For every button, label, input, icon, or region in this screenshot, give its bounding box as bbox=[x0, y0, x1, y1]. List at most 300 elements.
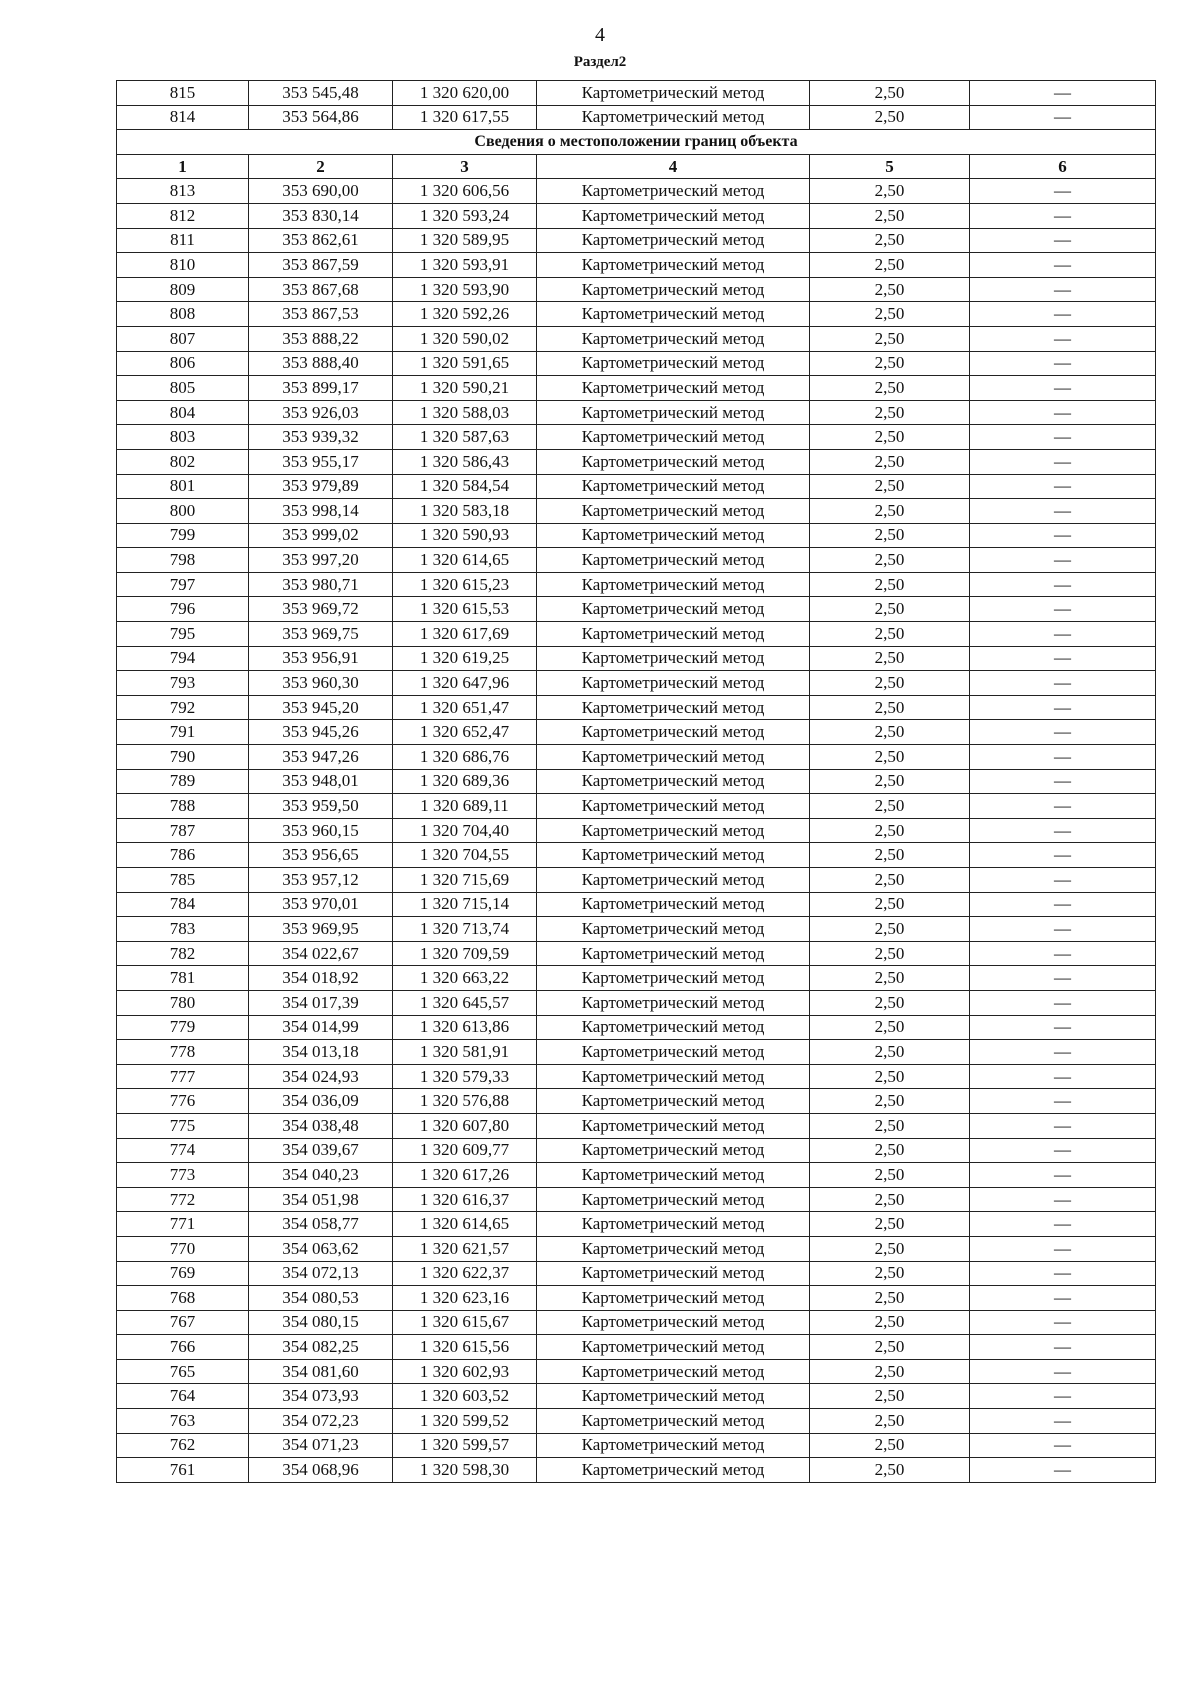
y-coordinate-cell: 1 320 591,65 bbox=[393, 351, 537, 376]
accuracy-cell: 2,50 bbox=[810, 1236, 970, 1261]
table-row bbox=[117, 81, 1156, 106]
method-cell: Картометрический метод bbox=[537, 843, 810, 868]
x-coordinate-cell: 353 999,02 bbox=[249, 523, 393, 548]
method-cell: Картометрический метод bbox=[537, 990, 810, 1015]
accuracy-cell: 2,50 bbox=[810, 179, 970, 204]
description-cell: — bbox=[970, 1286, 1156, 1311]
x-coordinate-cell: 353 888,40 bbox=[249, 351, 393, 376]
point-number-cell: 778 bbox=[117, 1040, 249, 1065]
method-cell: Картометрический метод bbox=[537, 1138, 810, 1163]
method-cell: Картометрический метод bbox=[537, 646, 810, 671]
description-cell: — bbox=[970, 1138, 1156, 1163]
point-number-cell: 791 bbox=[117, 720, 249, 745]
description-cell: — bbox=[970, 917, 1156, 942]
table-row bbox=[117, 1286, 1156, 1311]
x-coordinate-cell: 353 947,26 bbox=[249, 745, 393, 770]
x-coordinate-cell: 354 051,98 bbox=[249, 1187, 393, 1212]
y-coordinate-cell: 1 320 602,93 bbox=[393, 1359, 537, 1384]
x-coordinate-cell: 353 980,71 bbox=[249, 572, 393, 597]
column-number-cell: 3 bbox=[393, 154, 537, 179]
x-coordinate-cell: 354 038,48 bbox=[249, 1113, 393, 1138]
accuracy-cell: 2,50 bbox=[810, 646, 970, 671]
description-cell: — bbox=[970, 376, 1156, 401]
y-coordinate-cell: 1 320 615,56 bbox=[393, 1335, 537, 1360]
method-cell: Картометрический метод bbox=[537, 769, 810, 794]
x-coordinate-cell: 353 969,75 bbox=[249, 622, 393, 647]
point-number-cell: 789 bbox=[117, 769, 249, 794]
x-coordinate-cell: 353 960,30 bbox=[249, 671, 393, 696]
x-coordinate-cell: 354 081,60 bbox=[249, 1359, 393, 1384]
table-row bbox=[117, 548, 1156, 573]
description-cell: — bbox=[970, 1359, 1156, 1384]
method-cell: Картометрический метод bbox=[537, 105, 810, 130]
point-number-cell: 775 bbox=[117, 1113, 249, 1138]
method-cell: Картометрический метод bbox=[537, 523, 810, 548]
accuracy-cell: 2,50 bbox=[810, 326, 970, 351]
description-cell: — bbox=[970, 548, 1156, 573]
description-cell: — bbox=[970, 105, 1156, 130]
method-cell: Картометрический метод bbox=[537, 1089, 810, 1114]
description-cell: — bbox=[970, 695, 1156, 720]
table-row bbox=[117, 425, 1156, 450]
table-row bbox=[117, 523, 1156, 548]
method-cell: Картометрический метод bbox=[537, 302, 810, 327]
description-cell: — bbox=[970, 1015, 1156, 1040]
column-numbers-row bbox=[117, 154, 1156, 179]
y-coordinate-cell: 1 320 593,90 bbox=[393, 277, 537, 302]
y-coordinate-cell: 1 320 652,47 bbox=[393, 720, 537, 745]
point-number-cell: 800 bbox=[117, 499, 249, 524]
table-row bbox=[117, 1409, 1156, 1434]
table-row bbox=[117, 474, 1156, 499]
x-coordinate-cell: 353 969,72 bbox=[249, 597, 393, 622]
table-row bbox=[117, 499, 1156, 524]
table-row bbox=[117, 1236, 1156, 1261]
coordinates-table bbox=[116, 80, 1156, 1483]
x-coordinate-cell: 353 997,20 bbox=[249, 548, 393, 573]
column-number-cell: 4 bbox=[537, 154, 810, 179]
method-cell: Картометрический метод bbox=[537, 572, 810, 597]
x-coordinate-cell: 353 939,32 bbox=[249, 425, 393, 450]
method-cell: Картометрический метод bbox=[537, 425, 810, 450]
table-row bbox=[117, 1163, 1156, 1188]
description-cell: — bbox=[970, 1409, 1156, 1434]
table-row bbox=[117, 376, 1156, 401]
accuracy-cell: 2,50 bbox=[810, 1187, 970, 1212]
table-row bbox=[117, 745, 1156, 770]
method-cell: Картометрический метод bbox=[537, 1040, 810, 1065]
description-cell: — bbox=[970, 966, 1156, 991]
method-cell: Картометрический метод bbox=[537, 1384, 810, 1409]
y-coordinate-cell: 1 320 589,95 bbox=[393, 228, 537, 253]
table-row bbox=[117, 622, 1156, 647]
table-row bbox=[117, 941, 1156, 966]
table-row bbox=[117, 449, 1156, 474]
description-cell: — bbox=[970, 1310, 1156, 1335]
accuracy-cell: 2,50 bbox=[810, 253, 970, 278]
description-cell: — bbox=[970, 572, 1156, 597]
column-number-cell: 6 bbox=[970, 154, 1156, 179]
method-cell: Картометрический метод bbox=[537, 794, 810, 819]
description-cell: — bbox=[970, 1040, 1156, 1065]
x-coordinate-cell: 354 068,96 bbox=[249, 1458, 393, 1483]
accuracy-cell: 2,50 bbox=[810, 499, 970, 524]
point-number-cell: 809 bbox=[117, 277, 249, 302]
accuracy-cell: 2,50 bbox=[810, 449, 970, 474]
y-coordinate-cell: 1 320 689,36 bbox=[393, 769, 537, 794]
x-coordinate-cell: 353 926,03 bbox=[249, 400, 393, 425]
description-cell: — bbox=[970, 1236, 1156, 1261]
description-cell: — bbox=[970, 622, 1156, 647]
point-number-cell: 794 bbox=[117, 646, 249, 671]
accuracy-cell: 2,50 bbox=[810, 597, 970, 622]
table-row bbox=[117, 695, 1156, 720]
accuracy-cell: 2,50 bbox=[810, 1113, 970, 1138]
y-coordinate-cell: 1 320 617,69 bbox=[393, 622, 537, 647]
point-number-cell: 766 bbox=[117, 1335, 249, 1360]
x-coordinate-cell: 353 948,01 bbox=[249, 769, 393, 794]
description-cell: — bbox=[970, 400, 1156, 425]
y-coordinate-cell: 1 320 590,02 bbox=[393, 326, 537, 351]
point-number-cell: 785 bbox=[117, 868, 249, 893]
x-coordinate-cell: 354 024,93 bbox=[249, 1064, 393, 1089]
method-cell: Картометрический метод bbox=[537, 892, 810, 917]
y-coordinate-cell: 1 320 606,56 bbox=[393, 179, 537, 204]
description-cell: — bbox=[970, 1384, 1156, 1409]
y-coordinate-cell: 1 320 603,52 bbox=[393, 1384, 537, 1409]
point-number-cell: 811 bbox=[117, 228, 249, 253]
y-coordinate-cell: 1 320 614,65 bbox=[393, 1212, 537, 1237]
table-row bbox=[117, 1212, 1156, 1237]
accuracy-cell: 2,50 bbox=[810, 1458, 970, 1483]
point-number-cell: 762 bbox=[117, 1433, 249, 1458]
table-row bbox=[117, 179, 1156, 204]
y-coordinate-cell: 1 320 704,40 bbox=[393, 818, 537, 843]
point-number-cell: 763 bbox=[117, 1409, 249, 1434]
description-cell: — bbox=[970, 228, 1156, 253]
table-row bbox=[117, 1458, 1156, 1483]
description-cell: — bbox=[970, 868, 1156, 893]
point-number-cell: 767 bbox=[117, 1310, 249, 1335]
table-row bbox=[117, 572, 1156, 597]
table-row bbox=[117, 794, 1156, 819]
accuracy-cell: 2,50 bbox=[810, 277, 970, 302]
description-cell: — bbox=[970, 1335, 1156, 1360]
method-cell: Картометрический метод bbox=[537, 1286, 810, 1311]
x-coordinate-cell: 353 862,61 bbox=[249, 228, 393, 253]
y-coordinate-cell: 1 320 593,91 bbox=[393, 253, 537, 278]
method-cell: Картометрический метод bbox=[537, 376, 810, 401]
accuracy-cell: 2,50 bbox=[810, 892, 970, 917]
table-row bbox=[117, 105, 1156, 130]
description-cell: — bbox=[970, 523, 1156, 548]
point-number-cell: 802 bbox=[117, 449, 249, 474]
table-body bbox=[117, 81, 1156, 1483]
point-number-cell: 773 bbox=[117, 1163, 249, 1188]
method-cell: Картометрический метод bbox=[537, 400, 810, 425]
table-row bbox=[117, 892, 1156, 917]
method-cell: Картометрический метод bbox=[537, 1187, 810, 1212]
accuracy-cell: 2,50 bbox=[810, 523, 970, 548]
point-number-cell: 777 bbox=[117, 1064, 249, 1089]
x-coordinate-cell: 354 039,67 bbox=[249, 1138, 393, 1163]
x-coordinate-cell: 354 082,25 bbox=[249, 1335, 393, 1360]
x-coordinate-cell: 354 013,18 bbox=[249, 1040, 393, 1065]
accuracy-cell: 2,50 bbox=[810, 302, 970, 327]
x-coordinate-cell: 353 945,20 bbox=[249, 695, 393, 720]
method-cell: Картометрический метод bbox=[537, 941, 810, 966]
y-coordinate-cell: 1 320 590,93 bbox=[393, 523, 537, 548]
table-row bbox=[117, 646, 1156, 671]
point-number-cell: 792 bbox=[117, 695, 249, 720]
x-coordinate-cell: 354 072,23 bbox=[249, 1409, 393, 1434]
point-number-cell: 781 bbox=[117, 966, 249, 991]
y-coordinate-cell: 1 320 689,11 bbox=[393, 794, 537, 819]
table-row bbox=[117, 1015, 1156, 1040]
x-coordinate-cell: 354 080,15 bbox=[249, 1310, 393, 1335]
accuracy-cell: 2,50 bbox=[810, 1064, 970, 1089]
accuracy-cell: 2,50 bbox=[810, 1286, 970, 1311]
method-cell: Картометрический метод bbox=[537, 818, 810, 843]
description-cell: — bbox=[970, 671, 1156, 696]
method-cell: Картометрический метод bbox=[537, 1113, 810, 1138]
x-coordinate-cell: 354 073,93 bbox=[249, 1384, 393, 1409]
accuracy-cell: 2,50 bbox=[810, 1359, 970, 1384]
table-row bbox=[117, 966, 1156, 991]
method-cell: Картометрический метод bbox=[537, 474, 810, 499]
point-number-cell: 768 bbox=[117, 1286, 249, 1311]
section-title: Раздел2 bbox=[573, 54, 627, 70]
y-coordinate-cell: 1 320 621,57 bbox=[393, 1236, 537, 1261]
accuracy-cell: 2,50 bbox=[810, 1433, 970, 1458]
accuracy-cell: 2,50 bbox=[810, 966, 970, 991]
y-coordinate-cell: 1 320 581,91 bbox=[393, 1040, 537, 1065]
point-number-cell: 804 bbox=[117, 400, 249, 425]
point-number-cell: 783 bbox=[117, 917, 249, 942]
point-number-cell: 796 bbox=[117, 597, 249, 622]
x-coordinate-cell: 353 867,59 bbox=[249, 253, 393, 278]
accuracy-cell: 2,50 bbox=[810, 1335, 970, 1360]
y-coordinate-cell: 1 320 587,63 bbox=[393, 425, 537, 450]
method-cell: Картометрический метод bbox=[537, 1064, 810, 1089]
y-coordinate-cell: 1 320 614,65 bbox=[393, 548, 537, 573]
accuracy-cell: 2,50 bbox=[810, 105, 970, 130]
x-coordinate-cell: 353 960,15 bbox=[249, 818, 393, 843]
page-number: 4 bbox=[595, 24, 605, 46]
x-coordinate-cell: 354 022,67 bbox=[249, 941, 393, 966]
x-coordinate-cell: 353 959,50 bbox=[249, 794, 393, 819]
method-cell: Картометрический метод bbox=[537, 966, 810, 991]
x-coordinate-cell: 353 956,65 bbox=[249, 843, 393, 868]
column-number-cell: 2 bbox=[249, 154, 393, 179]
description-cell: — bbox=[970, 818, 1156, 843]
y-coordinate-cell: 1 320 623,16 bbox=[393, 1286, 537, 1311]
accuracy-cell: 2,50 bbox=[810, 474, 970, 499]
x-coordinate-cell: 354 036,09 bbox=[249, 1089, 393, 1114]
description-cell: — bbox=[970, 769, 1156, 794]
point-number-cell: 798 bbox=[117, 548, 249, 573]
description-cell: — bbox=[970, 1163, 1156, 1188]
method-cell: Картометрический метод bbox=[537, 1015, 810, 1040]
point-number-cell: 813 bbox=[117, 179, 249, 204]
description-cell: — bbox=[970, 1089, 1156, 1114]
point-number-cell: 810 bbox=[117, 253, 249, 278]
subsection-heading: Сведения о местоположении границ объекта bbox=[117, 130, 1156, 155]
y-coordinate-cell: 1 320 617,55 bbox=[393, 105, 537, 130]
accuracy-cell: 2,50 bbox=[810, 376, 970, 401]
x-coordinate-cell: 353 888,22 bbox=[249, 326, 393, 351]
table-row bbox=[117, 1261, 1156, 1286]
method-cell: Картометрический метод bbox=[537, 499, 810, 524]
x-coordinate-cell: 353 690,00 bbox=[249, 179, 393, 204]
point-number-cell: 795 bbox=[117, 622, 249, 647]
accuracy-cell: 2,50 bbox=[810, 843, 970, 868]
description-cell: — bbox=[970, 843, 1156, 868]
point-number-cell: 803 bbox=[117, 425, 249, 450]
accuracy-cell: 2,50 bbox=[810, 548, 970, 573]
description-cell: — bbox=[970, 794, 1156, 819]
description-cell: — bbox=[970, 277, 1156, 302]
description-cell: — bbox=[970, 351, 1156, 376]
method-cell: Картометрический метод bbox=[537, 1261, 810, 1286]
y-coordinate-cell: 1 320 593,24 bbox=[393, 203, 537, 228]
x-coordinate-cell: 353 998,14 bbox=[249, 499, 393, 524]
method-cell: Картометрический метод bbox=[537, 597, 810, 622]
point-number-cell: 812 bbox=[117, 203, 249, 228]
description-cell: — bbox=[970, 1261, 1156, 1286]
method-cell: Картометрический метод bbox=[537, 228, 810, 253]
accuracy-cell: 2,50 bbox=[810, 1163, 970, 1188]
point-number-cell: 769 bbox=[117, 1261, 249, 1286]
accuracy-cell: 2,50 bbox=[810, 203, 970, 228]
description-cell: — bbox=[970, 179, 1156, 204]
description-cell: — bbox=[970, 892, 1156, 917]
accuracy-cell: 2,50 bbox=[810, 671, 970, 696]
y-coordinate-cell: 1 320 583,18 bbox=[393, 499, 537, 524]
table-row bbox=[117, 400, 1156, 425]
description-cell: — bbox=[970, 474, 1156, 499]
accuracy-cell: 2,50 bbox=[810, 917, 970, 942]
point-number-cell: 797 bbox=[117, 572, 249, 597]
table-row bbox=[117, 1138, 1156, 1163]
x-coordinate-cell: 354 040,23 bbox=[249, 1163, 393, 1188]
point-number-cell: 805 bbox=[117, 376, 249, 401]
table-row bbox=[117, 1113, 1156, 1138]
description-cell: — bbox=[970, 646, 1156, 671]
point-number-cell: 772 bbox=[117, 1187, 249, 1212]
table-row bbox=[117, 1064, 1156, 1089]
method-cell: Картометрический метод bbox=[537, 745, 810, 770]
description-cell: — bbox=[970, 499, 1156, 524]
method-cell: Картометрический метод bbox=[537, 671, 810, 696]
method-cell: Картометрический метод bbox=[537, 1409, 810, 1434]
point-number-cell: 771 bbox=[117, 1212, 249, 1237]
y-coordinate-cell: 1 320 576,88 bbox=[393, 1089, 537, 1114]
accuracy-cell: 2,50 bbox=[810, 794, 970, 819]
x-coordinate-cell: 353 899,17 bbox=[249, 376, 393, 401]
table-row bbox=[117, 302, 1156, 327]
y-coordinate-cell: 1 320 607,80 bbox=[393, 1113, 537, 1138]
y-coordinate-cell: 1 320 588,03 bbox=[393, 400, 537, 425]
point-number-cell: 765 bbox=[117, 1359, 249, 1384]
table-row bbox=[117, 868, 1156, 893]
y-coordinate-cell: 1 320 645,57 bbox=[393, 990, 537, 1015]
y-coordinate-cell: 1 320 590,21 bbox=[393, 376, 537, 401]
accuracy-cell: 2,50 bbox=[810, 1089, 970, 1114]
method-cell: Картометрический метод bbox=[537, 917, 810, 942]
table-row bbox=[117, 326, 1156, 351]
point-number-cell: 788 bbox=[117, 794, 249, 819]
y-coordinate-cell: 1 320 663,22 bbox=[393, 966, 537, 991]
method-cell: Картометрический метод bbox=[537, 277, 810, 302]
description-cell: — bbox=[970, 1212, 1156, 1237]
table-row bbox=[117, 1089, 1156, 1114]
y-coordinate-cell: 1 320 615,67 bbox=[393, 1310, 537, 1335]
y-coordinate-cell: 1 320 715,14 bbox=[393, 892, 537, 917]
point-number-cell: 780 bbox=[117, 990, 249, 1015]
method-cell: Картометрический метод bbox=[537, 351, 810, 376]
table-row bbox=[117, 228, 1156, 253]
x-coordinate-cell: 353 564,86 bbox=[249, 105, 393, 130]
table-row bbox=[117, 597, 1156, 622]
accuracy-cell: 2,50 bbox=[810, 1261, 970, 1286]
y-coordinate-cell: 1 320 704,55 bbox=[393, 843, 537, 868]
description-cell: — bbox=[970, 449, 1156, 474]
method-cell: Картометрический метод bbox=[537, 81, 810, 106]
method-cell: Картометрический метод bbox=[537, 253, 810, 278]
x-coordinate-cell: 354 080,53 bbox=[249, 1286, 393, 1311]
description-cell: — bbox=[970, 425, 1156, 450]
y-coordinate-cell: 1 320 647,96 bbox=[393, 671, 537, 696]
method-cell: Картометрический метод bbox=[537, 1433, 810, 1458]
description-cell: — bbox=[970, 745, 1156, 770]
description-cell: — bbox=[970, 81, 1156, 106]
point-number-cell: 807 bbox=[117, 326, 249, 351]
y-coordinate-cell: 1 320 619,25 bbox=[393, 646, 537, 671]
x-coordinate-cell: 353 867,68 bbox=[249, 277, 393, 302]
y-coordinate-cell: 1 320 598,30 bbox=[393, 1458, 537, 1483]
method-cell: Картометрический метод bbox=[537, 1163, 810, 1188]
method-cell: Картометрический метод bbox=[537, 1458, 810, 1483]
table-row bbox=[117, 818, 1156, 843]
method-cell: Картометрический метод bbox=[537, 326, 810, 351]
point-number-cell: 776 bbox=[117, 1089, 249, 1114]
description-cell: — bbox=[970, 203, 1156, 228]
method-cell: Картометрический метод bbox=[537, 1310, 810, 1335]
method-cell: Картометрический метод bbox=[537, 203, 810, 228]
y-coordinate-cell: 1 320 584,54 bbox=[393, 474, 537, 499]
y-coordinate-cell: 1 320 622,37 bbox=[393, 1261, 537, 1286]
table-row bbox=[117, 1335, 1156, 1360]
x-coordinate-cell: 354 071,23 bbox=[249, 1433, 393, 1458]
table-row bbox=[117, 203, 1156, 228]
description-cell: — bbox=[970, 302, 1156, 327]
y-coordinate-cell: 1 320 592,26 bbox=[393, 302, 537, 327]
accuracy-cell: 2,50 bbox=[810, 572, 970, 597]
x-coordinate-cell: 354 072,13 bbox=[249, 1261, 393, 1286]
x-coordinate-cell: 353 945,26 bbox=[249, 720, 393, 745]
method-cell: Картометрический метод bbox=[537, 695, 810, 720]
point-number-cell: 790 bbox=[117, 745, 249, 770]
x-coordinate-cell: 353 955,17 bbox=[249, 449, 393, 474]
point-number-cell: 786 bbox=[117, 843, 249, 868]
table-row bbox=[117, 720, 1156, 745]
y-coordinate-cell: 1 320 616,37 bbox=[393, 1187, 537, 1212]
point-number-cell: 801 bbox=[117, 474, 249, 499]
x-coordinate-cell: 354 063,62 bbox=[249, 1236, 393, 1261]
point-number-cell: 784 bbox=[117, 892, 249, 917]
accuracy-cell: 2,50 bbox=[810, 1409, 970, 1434]
